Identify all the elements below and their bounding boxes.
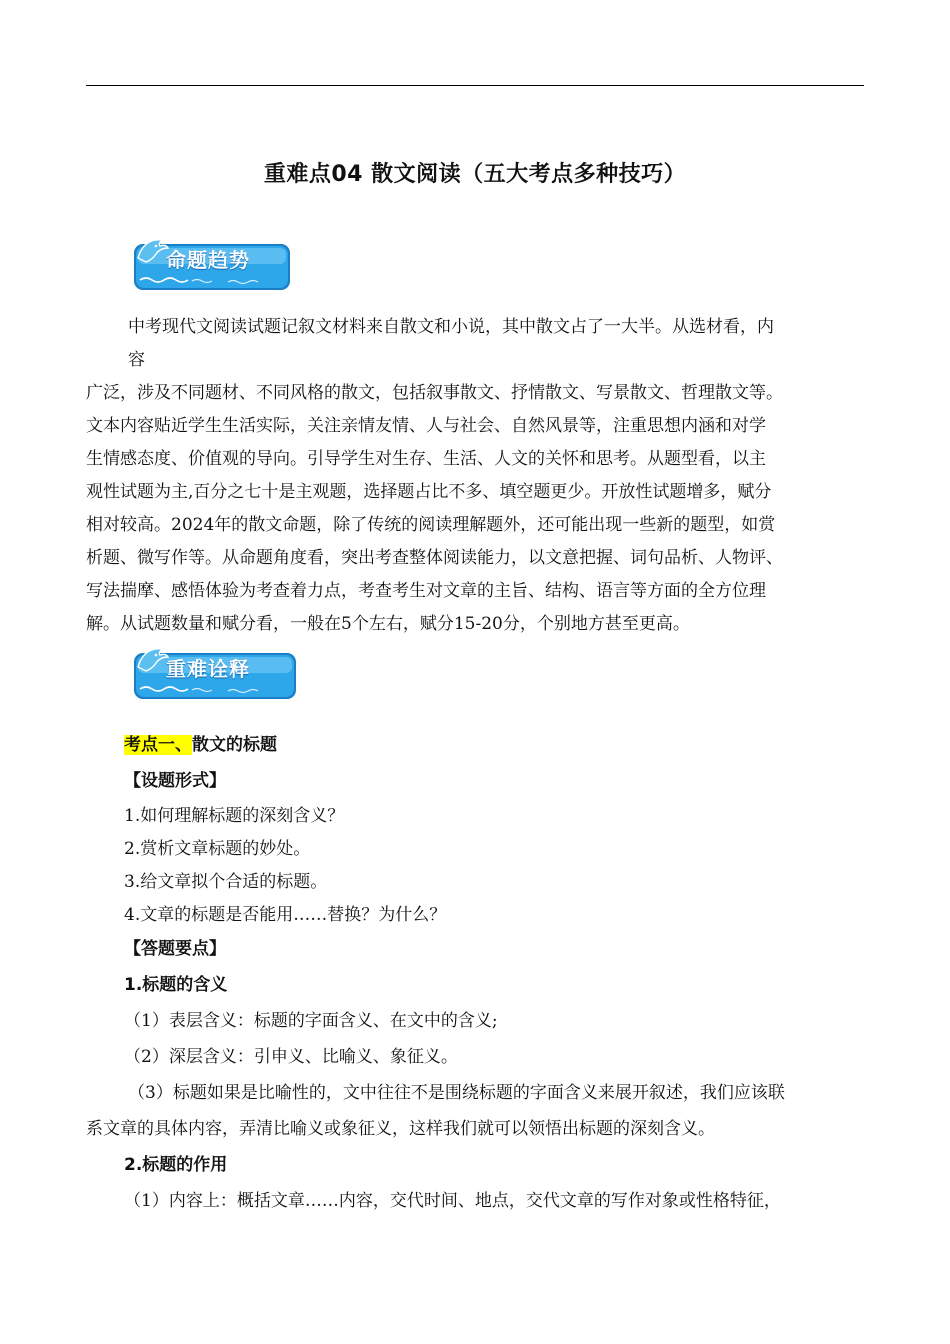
explain-badge-label: 重难诠释 (166, 657, 250, 681)
intro-line: 广泛，涉及不同题材、不同风格的散文，包括叙事散文、抒情散文、写景散文、哲理散文等。 (86, 383, 783, 403)
intro-line: 写法揣摩、感悟体验为考查着力点，考查考生对文章的主旨、结构、语言等方面的全方位理 (86, 581, 766, 601)
function-heading: 2.标题的作用 (124, 1155, 228, 1175)
intro-line: 解。从试题数量和赋分看，一般在5个左右，赋分15-20分，个别地方甚至更高。 (86, 614, 690, 634)
function-item: （1）内容上：概括文章……内容，交代时间、地点，交代文章的写作对象或性格特征， (124, 1191, 781, 1211)
answer-heading: 【答题要点】 (124, 939, 226, 959)
intro-line: 容 (128, 350, 145, 370)
intro-line: 析题、微写作等。从命题角度看，突出考查整体阅读能力，以文意把握、词句品析、人物评、 (86, 548, 783, 568)
document-title: 重难点04 散文阅读（五大考点多种技巧） (263, 162, 687, 187)
section-heading-highlight: 考点一、 (124, 735, 192, 755)
trend-badge (132, 234, 292, 286)
meaning-heading: 1.标题的含义 (124, 975, 228, 995)
form-item: 4.文章的标题是否能用……替换？为什么？ (124, 905, 447, 925)
intro-line: 中考现代文阅读试题记叙文材料来自散文和小说，其中散文占了一大半。从选材看，内 (128, 317, 774, 337)
form-heading: 【设题形式】 (124, 771, 226, 791)
intro-line: 生情感态度、价值观的导向。引导学生对生存、生活、人文的关怀和思考。从题型看，以主 (86, 449, 766, 469)
meaning-item: （3）标题如果是比喻性的，文中往往不是围绕标题的字面含义来展开叙述，我们应该联 (128, 1083, 785, 1103)
meaning-item: （1）表层含义：标题的字面含义、在文中的含义; (124, 1011, 498, 1031)
form-item: 1.如何理解标题的深刻含义？ (124, 806, 345, 826)
meaning-item: （2）深层含义：引申义、比喻义、象征义。 (124, 1047, 458, 1067)
intro-line: 观性试题为主,百分之七十是主观题，选择题占比不多、填空题更少。开放性试题增多，赋分 (86, 482, 772, 502)
meaning-item: 系文章的具体内容，弄清比喻义或象征义，这样我们就可以领悟出标题的深刻含义。 (86, 1119, 715, 1139)
form-item: 2.赏析文章标题的妙处。 (124, 839, 311, 859)
explain-badge (132, 643, 292, 695)
form-item: 3.给文章拟个合适的标题。 (124, 872, 328, 892)
section-heading (124, 730, 277, 755)
intro-line: 文本内容贴近学生生活实际，关注亲情友情、人与社会、自然风景等，注重思想内涵和对学 (86, 416, 766, 436)
header-rule (86, 85, 864, 86)
intro-line: 相对较高。2024年的散文命题，除了传统的阅读理解题外，还可能出现一些新的题型，如赏 (86, 515, 776, 535)
trend-badge-label: 命题趋势 (166, 248, 250, 272)
section-heading-text: 散文的标题 (192, 735, 277, 755)
